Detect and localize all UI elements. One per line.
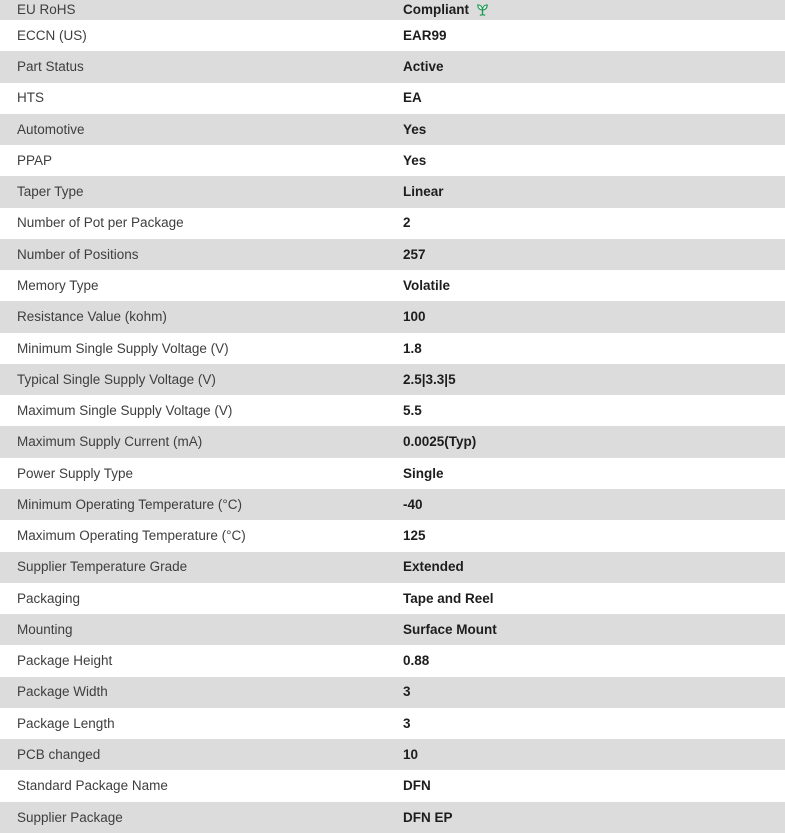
spec-value [403, 216, 785, 230]
spec-value-text: 10 [403, 746, 419, 762]
spec-value [403, 498, 785, 512]
spec-label: Maximum Supply Current (mA) [17, 434, 203, 450]
spec-label: Supplier Package [17, 809, 123, 825]
spec-row [0, 176, 785, 207]
spec-value [403, 60, 785, 74]
spec-label: Minimum Single Supply Voltage (V) [17, 340, 229, 356]
spec-row [0, 270, 785, 301]
spec-row [0, 520, 785, 551]
spec-label: Resistance Value (kohm) [17, 309, 167, 325]
spec-value-text: -40 [403, 496, 423, 512]
spec-value [403, 779, 785, 793]
spec-value-text: Yes [403, 121, 427, 137]
spec-value-text: 3 [403, 715, 411, 731]
spec-value [403, 404, 785, 418]
spec-row [0, 301, 785, 332]
spec-value [403, 592, 785, 606]
spec-label: Supplier Temperature Grade [17, 559, 188, 575]
spec-label: Automotive [17, 121, 85, 137]
spec-value [403, 91, 785, 105]
spec-value-text: EAR99 [403, 27, 447, 43]
spec-label: Package Width [17, 684, 108, 700]
spec-value-text: DFN EP [403, 809, 453, 825]
spec-label: EU RoHS [17, 2, 76, 18]
spec-row [0, 0, 785, 20]
spec-value [403, 29, 785, 43]
spec-row [0, 645, 785, 676]
spec-row [0, 770, 785, 801]
spec-label: Maximum Single Supply Voltage (V) [17, 403, 233, 419]
spec-value-text: 0.0025(Typ) [403, 434, 477, 450]
spec-value-text: EA [403, 90, 422, 106]
spec-label: Memory Type [17, 278, 99, 293]
spec-row [0, 20, 785, 51]
spec-label: Mounting [17, 621, 73, 637]
spec-row [0, 802, 785, 833]
spec-value-text: 2.5|3.3|5 [403, 371, 456, 387]
spec-value [403, 560, 785, 574]
spec-value [403, 373, 785, 387]
rohs-compliant-leaf-icon[interactable] [475, 3, 490, 18]
spec-row [0, 114, 785, 145]
spec-row [0, 364, 785, 395]
spec-value [403, 310, 785, 324]
spec-value-text: 5.5 [403, 403, 422, 419]
spec-value [403, 154, 785, 168]
spec-label: Number of Pot per Package [17, 215, 184, 231]
spec-value-text: 1.8 [403, 340, 422, 356]
spec-value [403, 123, 785, 137]
spec-row [0, 739, 785, 770]
spec-row [0, 51, 785, 82]
spec-label: Maximum Operating Temperature (°C) [17, 528, 246, 544]
spec-value [403, 342, 785, 356]
spec-value [403, 654, 785, 668]
spec-row [0, 677, 785, 708]
spec-value-text: 257 [403, 246, 426, 262]
spec-label: PPAP [17, 152, 53, 168]
spec-label: HTS [17, 90, 44, 106]
spec-value [403, 811, 785, 825]
spec-label: Typical Single Supply Voltage (V) [17, 371, 216, 387]
spec-label: Power Supply Type [17, 465, 134, 481]
spec-value-text: Single [403, 465, 444, 481]
spec-label: Taper Type [17, 184, 84, 200]
spec-row [0, 145, 785, 176]
spec-row [0, 83, 785, 114]
spec-value [403, 185, 785, 199]
spec-value-text: Linear [403, 184, 444, 200]
spec-value [403, 248, 785, 262]
spec-row [0, 395, 785, 426]
spec-label: Part Status [17, 59, 84, 75]
spec-row [0, 708, 785, 739]
spec-value-text: 2 [403, 215, 411, 231]
spec-row [0, 614, 785, 645]
spec-value [403, 467, 785, 481]
spec-value [403, 748, 785, 762]
spec-value-text: 125 [403, 528, 426, 544]
spec-label: Number of Positions [17, 246, 139, 262]
spec-value-text: Extended [403, 559, 464, 575]
spec-value-text: Tape and Reel [403, 590, 494, 606]
spec-value-text: 3 [403, 684, 411, 700]
spec-label: Minimum Operating Temperature (°C) [17, 496, 242, 512]
spec-label: ECCN (US) [17, 27, 87, 43]
spec-value-text: 0.88 [403, 653, 430, 669]
spec-row [0, 208, 785, 239]
spec-label: Packaging [17, 590, 81, 606]
spec-value [403, 279, 785, 293]
spec-row [0, 426, 785, 457]
spec-row [0, 489, 785, 520]
spec-value [403, 435, 785, 449]
spec-value-text: Compliant [403, 2, 469, 18]
spec-value [403, 685, 785, 699]
spec-row [0, 458, 785, 489]
spec-value-text: Volatile [403, 278, 451, 293]
spec-row [0, 239, 785, 270]
spec-row [0, 333, 785, 364]
spec-row [0, 552, 785, 583]
spec-value [403, 623, 785, 637]
spec-label: Standard Package Name [17, 778, 168, 794]
spec-label: Package Length [17, 715, 115, 731]
spec-value-text: DFN [403, 778, 431, 794]
spec-label: PCB changed [17, 746, 101, 762]
spec-value-text: 100 [403, 309, 426, 325]
spec-value [403, 529, 785, 543]
spec-value-text: Active [403, 59, 444, 75]
spec-value [403, 3, 785, 18]
spec-value [403, 717, 785, 731]
spec-value-text: Yes [403, 152, 427, 168]
spec-row [0, 583, 785, 614]
spec-value-text: Surface Mount [403, 621, 497, 637]
spec-label: Package Height [17, 653, 113, 669]
